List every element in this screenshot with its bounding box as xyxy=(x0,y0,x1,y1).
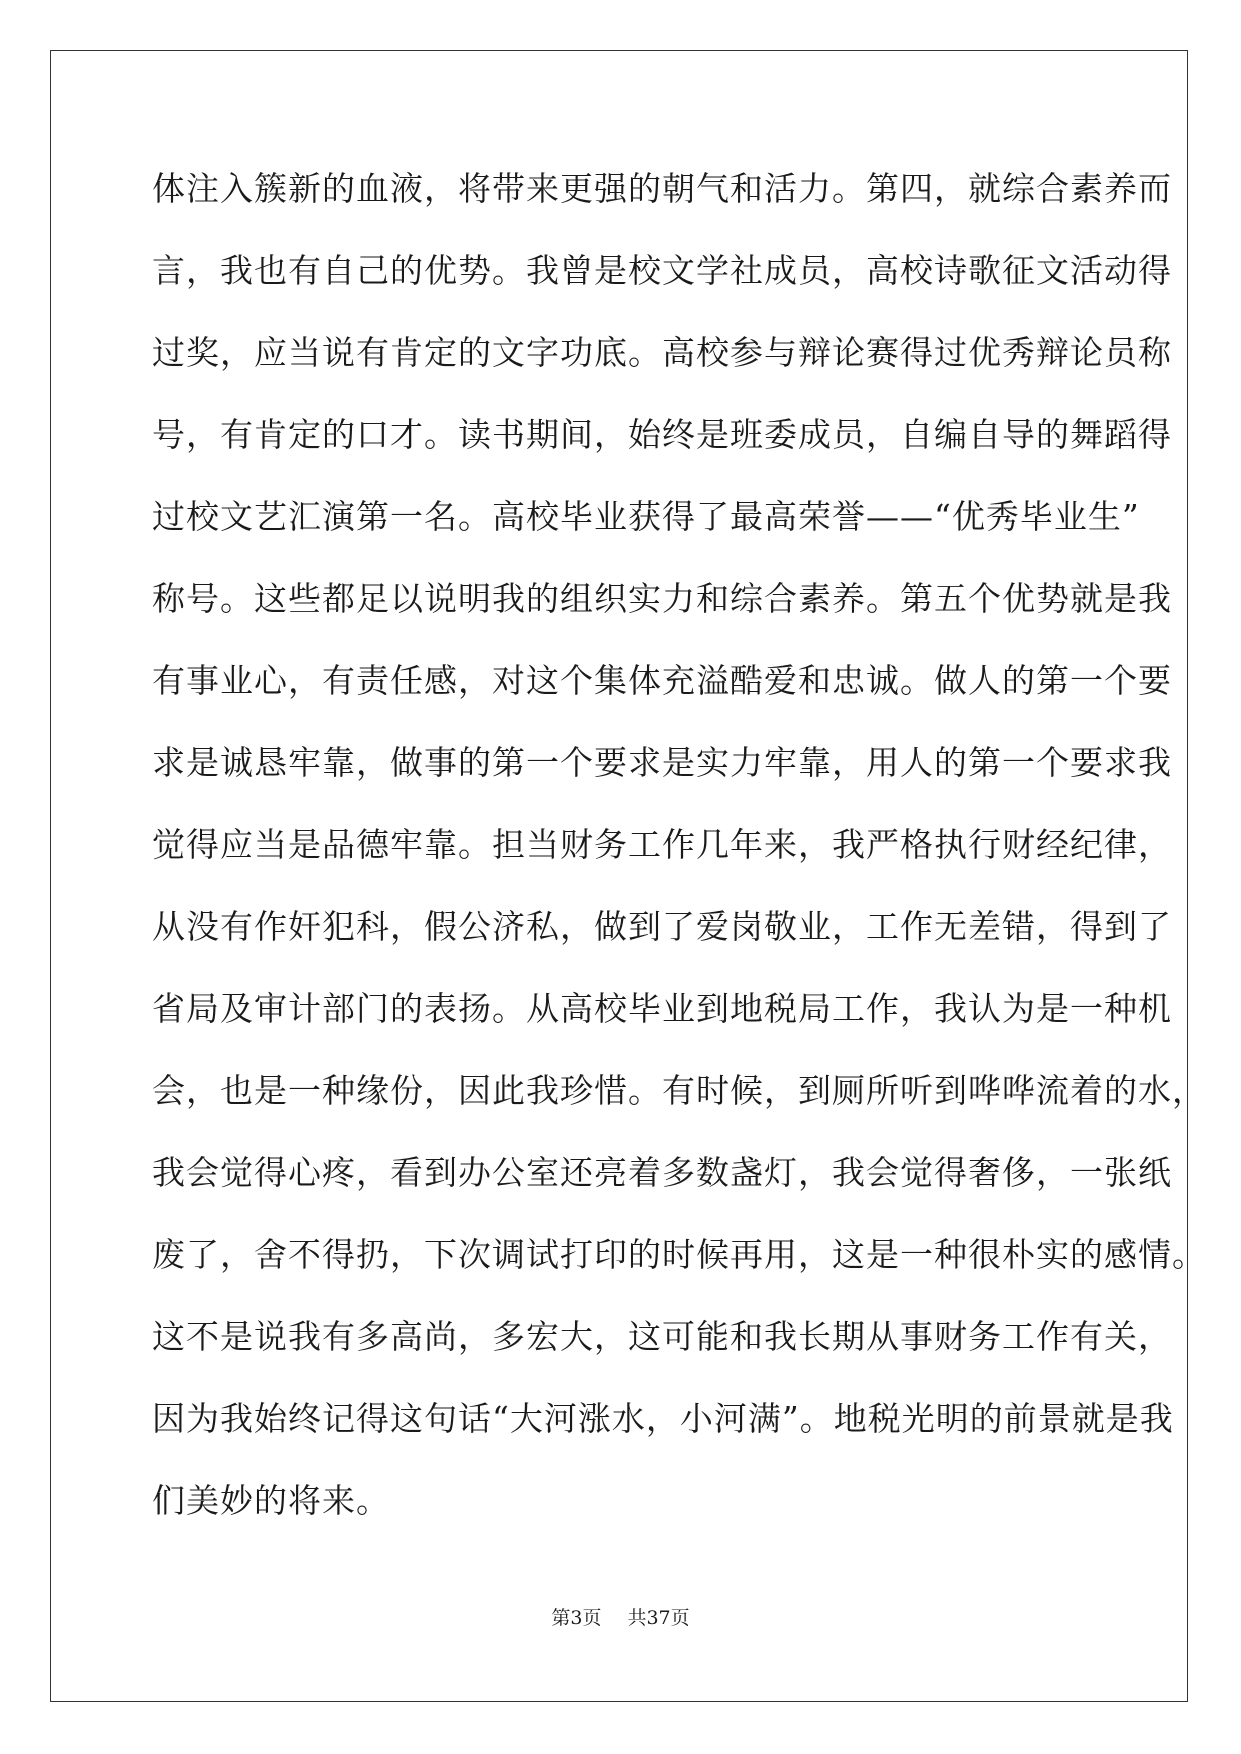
text-line: 们美妙的将来。 xyxy=(152,1481,390,1520)
text-line: 言，我也有自己的优势。我曾是校文学社成员，高校诗歌征文活动得 xyxy=(152,251,1172,290)
text-line: 这不是说我有多高尚，多宏大，这可能和我长期从事财务工作有关， xyxy=(152,1317,1172,1356)
text-line: 过奖，应当说有肯定的文字功底。高校参与辩论赛得过优秀辩论员称 xyxy=(152,333,1172,372)
text-line: 求是诚恳牢靠，做事的第一个要求是实力牢靠，用人的第一个要求我 xyxy=(152,743,1172,782)
text-line: 从没有作奸犯科，假公济私，做到了爱岗敬业，工作无差错，得到了 xyxy=(152,907,1172,946)
text-line: 我会觉得心疼，看到办公室还亮着多数盏灯，我会觉得奢侈，一张纸 xyxy=(152,1153,1172,1192)
page-number: 第3页 xyxy=(551,1607,602,1629)
text-line: 称号。这些都足以说明我的组织实力和综合素养。第五个优势就是我 xyxy=(152,579,1172,618)
text-line: 体注入簇新的血液，将带来更强的朝气和活力。第四，就综合素养而 xyxy=(152,169,1172,208)
text-line: 废了，舍不得扔，下次调试打印的时候再用，这是一种很朴实的感情。 xyxy=(152,1235,1206,1274)
text-line: 觉得应当是品德牢靠。担当财务工作几年来，我严格执行财经纪律， xyxy=(152,825,1172,864)
text-line: 因为我始终记得这句话“大河涨水，小河满”。地税光明的前景就是我 xyxy=(152,1399,1174,1438)
text-line: 号，有肯定的口才。读书期间，始终是班委成员，自编自导的舞蹈得 xyxy=(152,415,1172,454)
page-total: 共37页 xyxy=(627,1607,690,1629)
text-line: 省局及审计部门的表扬。从高校毕业到地税局工作，我认为是一种机 xyxy=(152,989,1172,1028)
page-footer xyxy=(0,1603,1241,1630)
body-text xyxy=(152,164,1206,1558)
text-line: 过校文艺汇演第一名。高校毕业获得了最高荣誉——“优秀毕业生” xyxy=(152,497,1140,536)
text-line: 有事业心，有责任感，对这个集体充溢酷爱和忠诚。做人的第一个要 xyxy=(152,661,1172,700)
text-line: 会，也是一种缘份，因此我珍惜。有时候，到厕所听到哗哗流着的水， xyxy=(152,1071,1206,1110)
